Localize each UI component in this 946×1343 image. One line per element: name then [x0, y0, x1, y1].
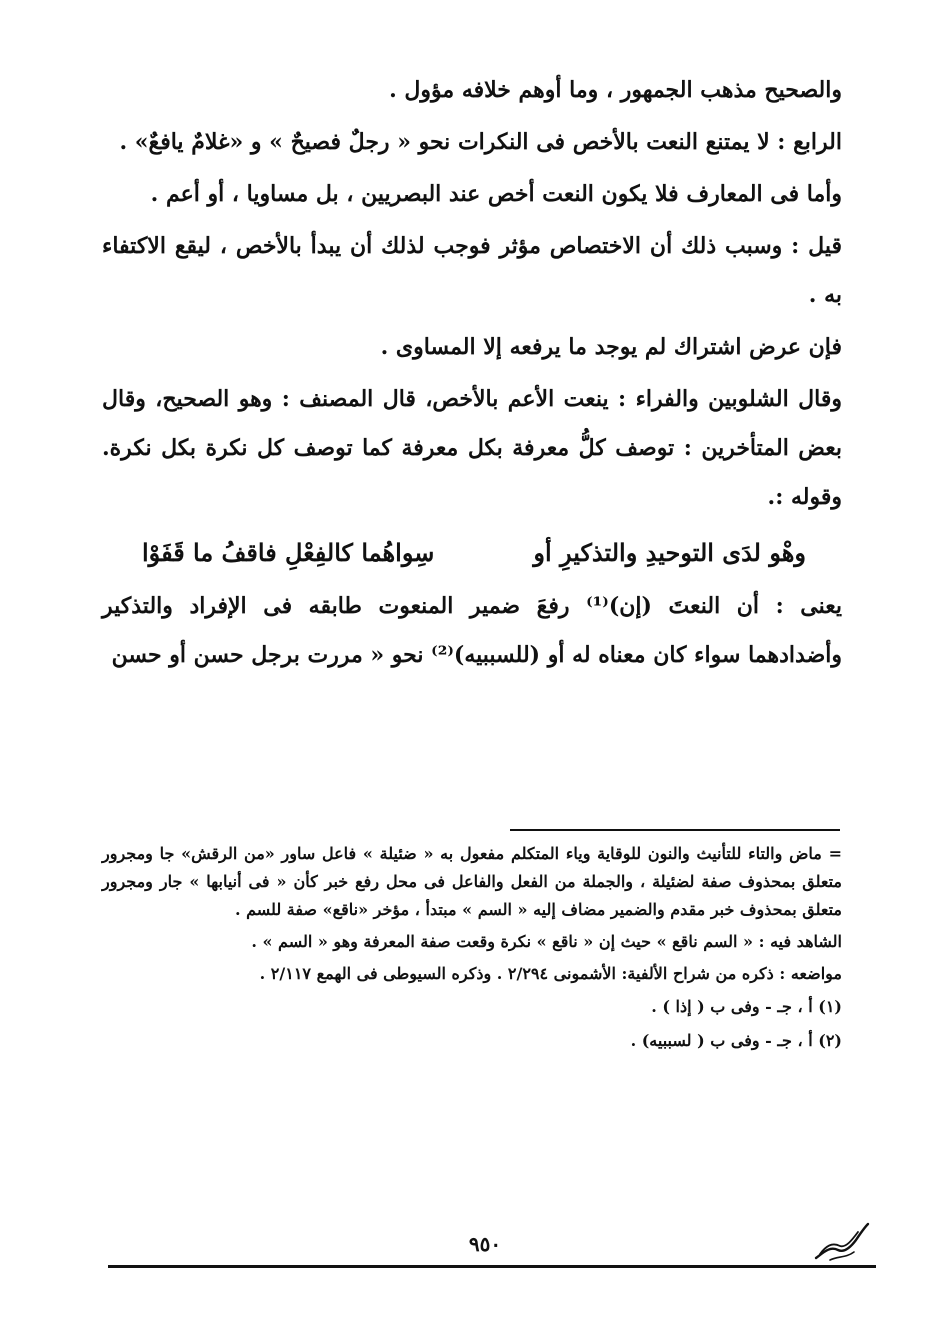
footnote-divider [510, 829, 840, 831]
paragraph-1: والصحيح مذهب الجمهور ، وما أوهم خلافه مؤول . [389, 77, 842, 103]
main-text [102, 66, 842, 683]
footnote-variant-2: (٢) أ ، جـ - وفى ب ( لسببيه) . [630, 1031, 842, 1050]
paragraph-7: يعنى : أن النعتَ (إن)⁽¹⁾ رفعَ ضمير المنعوت طابقه فى الإفراد والتذكير وأضدادهما سواء كان معناه له أو (للسببيه)⁽²⁾ نحو « مررت برجل حسن أو حسن [102, 593, 842, 668]
verse-first-hemistich: وهْو لدَى التوحيدِ والتذكيرِ أو [533, 538, 806, 567]
page-number: ٩٥٠ [468, 1232, 502, 1256]
paragraph-3: وأما فى المعارف فلا يكون النعت أخص عند البصريين ، بل مساويا ، أو أعم . [150, 181, 842, 207]
footnote-variant-1: (١) أ ، جـ - وفى ب ( إذا ) . [651, 997, 842, 1016]
paragraph-6: وقال الشلوبين والفراء : ينعت الأعم بالأخص، قال المصنف : وهو الصحيح، وقال بعض المتأخرين : توصف كلُّ معرفة بكل معرفة كما توصف كل نكرة بكل نكرة. وقوله :. [102, 386, 842, 510]
footnote-commentary-3: مواضعه : ذكره من شراح الألفية: الأشمونى ٢/٢٩٤ . وذكره السيوطى فى الهمع ٢/١١٧ . [259, 964, 842, 983]
bottom-divider [108, 1265, 876, 1268]
paragraph-4: قيل : وسبب ذلك أن الاختصاص مؤثر فوجب لذلك أن يبدأ بالأخص ، ليقع الاكتفاء به . [102, 233, 842, 308]
poetry-verse [142, 528, 806, 578]
paragraph-5: فإن عرض اشتراك لم يوجد ما يرفعه إلا المساوى . [380, 334, 842, 360]
paragraph-2: الرابع : لا يمتنع النعت بالأخص فى النكرات نحو « رجلٌ فصيحٌ » و «غلامٌ يافعٌ» . [119, 129, 842, 155]
handwritten-mark-icon [810, 1206, 874, 1264]
footnotes [102, 840, 842, 1060]
verse-second-hemistich: سِواهُما كالفِعْلِ فاقفُ ما قَفَوْا [142, 538, 435, 567]
footnote-commentary-2: الشاهد فيه : « السم ناقع » حيث إن « ناقع » نكرة وقعت صفة المعرفة وهو « السم » . [251, 932, 842, 951]
footnote-commentary-1: = ماض والتاء للتأنيث والنون للوقاية وياء المتكلم مفعول به « ضئيلة » فاعل ساور «من الرقش» جا ومجرور متعلق بمحذوف صفة لضئيلة ، والجملة من الفعل والفاعل فى محل رفع خبر كأن « فى أنيابها » جار ومجرور متعلق بمحذوف خبر مقدم والضمير مضاف إليه « السم » مبتدأ ، مؤخر «ناقع» صفة للسم . [102, 844, 843, 919]
